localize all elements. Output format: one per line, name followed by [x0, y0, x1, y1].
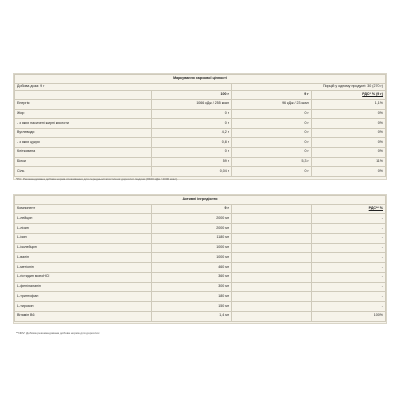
table-row: [15, 147, 386, 157]
table-row: [15, 263, 386, 273]
table-row: [15, 272, 386, 282]
row-value-100g: 4,2 г: [152, 128, 232, 138]
nutrition-title: Маркування харчової цінності: [15, 75, 386, 84]
row-value-100g: 0 г: [152, 109, 232, 119]
header-per-serving: 9 г: [232, 90, 312, 99]
ingredient-rds: -: [311, 224, 385, 234]
spacer: [14, 322, 386, 331]
row-value-serving: 0 г: [232, 128, 312, 138]
empty-cell: [232, 243, 312, 253]
table-row: [15, 167, 386, 177]
row-value-serving: 0 г: [232, 167, 312, 177]
ingredient-amount: 180 мг: [152, 292, 232, 302]
row-value-100g: 0,8 г: [152, 138, 232, 148]
ingredient-rds: -: [311, 302, 385, 312]
table-row: [15, 243, 386, 253]
table-row: [15, 233, 386, 243]
row-value-100g: 1066 кДж / 255 ккал: [152, 99, 232, 109]
ingredient-amount: 300 мг: [152, 282, 232, 292]
ingredient-name: L-лізин: [15, 224, 152, 234]
ingredient-name: L-ізолейцин: [15, 243, 152, 253]
ingredient-name: L-тирозин: [15, 302, 152, 312]
nutrition-table: [14, 74, 386, 177]
ingredient-amount: 460 мг: [152, 263, 232, 273]
row-label: - з яких цукри: [15, 138, 152, 148]
row-value-serving: 96 кДж / 23 ккал: [232, 99, 312, 109]
table-row: [15, 99, 386, 109]
header-amount: 9 г: [152, 205, 232, 214]
table-row: [15, 157, 386, 167]
nutrition-panel: [13, 73, 387, 180]
ingredient-rds: -: [311, 292, 385, 302]
ingredient-amount: 1,4 мг: [152, 311, 232, 321]
ingredient-amount: 150 мг: [152, 302, 232, 312]
empty-cell: [232, 263, 312, 273]
empty-cell: [232, 233, 312, 243]
table-row: [15, 214, 386, 224]
header-rds: РДС* % (9 г): [311, 90, 385, 99]
empty-cell: [232, 272, 312, 282]
daily-dose: Добова доза: 9 г: [15, 84, 232, 91]
ingredient-rds: 100%: [311, 311, 385, 321]
empty-cell: [232, 214, 312, 224]
row-label: Клітковина: [15, 147, 152, 157]
ingredient-amount: 2000 мг: [152, 224, 232, 234]
row-value-rds: 0%: [311, 109, 385, 119]
active-ingredients-table: [14, 195, 386, 322]
servings-count: Порцій у одному продукті: 30 (270 г): [232, 84, 386, 91]
row-value-rds: 0%: [311, 119, 385, 129]
row-label: Енергія: [15, 99, 152, 109]
row-label: Білки: [15, 157, 152, 167]
row-value-100g: 0,04 г: [152, 167, 232, 177]
row-value-serving: 0 г: [232, 138, 312, 148]
row-value-rds: 1,1%: [311, 99, 385, 109]
table-row: [15, 138, 386, 148]
table-row: [15, 292, 386, 302]
row-value-100g: 0 г: [152, 147, 232, 157]
empty-cell: [232, 311, 312, 321]
ingredient-amount: 1180 мг: [152, 233, 232, 243]
empty-cell: [232, 253, 312, 263]
table-row: [15, 224, 386, 234]
row-label: Вуглеводи: [15, 128, 152, 138]
table-row: [15, 302, 386, 312]
row-value-rds: 11%: [311, 157, 385, 167]
ingredient-name: L-валін: [15, 253, 152, 263]
header-component: Компонент: [15, 205, 152, 214]
ingredient-name: L-гістидин моноHCl: [15, 272, 152, 282]
header-rds: РДС** %: [311, 205, 385, 214]
active-ingredients-panel: [13, 194, 387, 336]
row-value-serving: 0 г: [232, 109, 312, 119]
ingredient-rds: -: [311, 263, 385, 273]
ingredient-amount: 360 мг: [152, 272, 232, 282]
ingredient-amount: 1000 мг: [152, 243, 232, 253]
row-value-100g: 59 г: [152, 157, 232, 167]
active-footnote: **NRV: Добова рекомендована добова норма для дорослих: [16, 331, 100, 336]
ingredient-name: L-ізин: [15, 233, 152, 243]
ingredient-rds: -: [311, 243, 385, 253]
active-title: Активні інгредієнти: [15, 196, 386, 205]
ingredient-amount: 2000 мг: [152, 214, 232, 224]
row-label: Сіль: [15, 167, 152, 177]
table-row: [15, 109, 386, 119]
nutrition-footnote: *РС: Рекомендована добова норма споживання для середньостатистичної дорослої людини (8400 кДж / 2000 ккал).: [16, 177, 178, 182]
table-row: [15, 282, 386, 292]
empty-cell: [232, 282, 312, 292]
ingredient-amount: 1000 мг: [152, 253, 232, 263]
row-value-serving: 5,3 г: [232, 157, 312, 167]
header-per-100g: 100 г: [152, 90, 232, 99]
ingredient-name: L-триптофан: [15, 292, 152, 302]
row-value-serving: 0 г: [232, 119, 312, 129]
ingredient-rds: -: [311, 272, 385, 282]
header-blank: [232, 205, 312, 214]
row-label: Жир: [15, 109, 152, 119]
row-value-100g: 0 г: [152, 119, 232, 129]
table-row: [15, 119, 386, 129]
ingredient-rds: -: [311, 233, 385, 243]
empty-cell: [232, 302, 312, 312]
ingredient-rds: -: [311, 214, 385, 224]
row-value-rds: 0%: [311, 167, 385, 177]
header-blank: [15, 90, 152, 99]
row-label: - з яких насичені жирні кислоти: [15, 119, 152, 129]
row-value-rds: 0%: [311, 147, 385, 157]
empty-cell: [232, 224, 312, 234]
row-value-serving: 0 г: [232, 147, 312, 157]
table-row: [15, 253, 386, 263]
row-value-rds: 0%: [311, 128, 385, 138]
row-value-rds: 0%: [311, 138, 385, 148]
ingredient-name: L-фенілаланін: [15, 282, 152, 292]
ingredient-name: L-метіонін: [15, 263, 152, 273]
ingredient-name: L-лейцин: [15, 214, 152, 224]
table-row: [15, 311, 386, 321]
table-row: [15, 128, 386, 138]
ingredient-rds: -: [311, 253, 385, 263]
empty-cell: [232, 292, 312, 302]
ingredient-rds: -: [311, 282, 385, 292]
ingredient-name: Вітамін B6: [15, 311, 152, 321]
